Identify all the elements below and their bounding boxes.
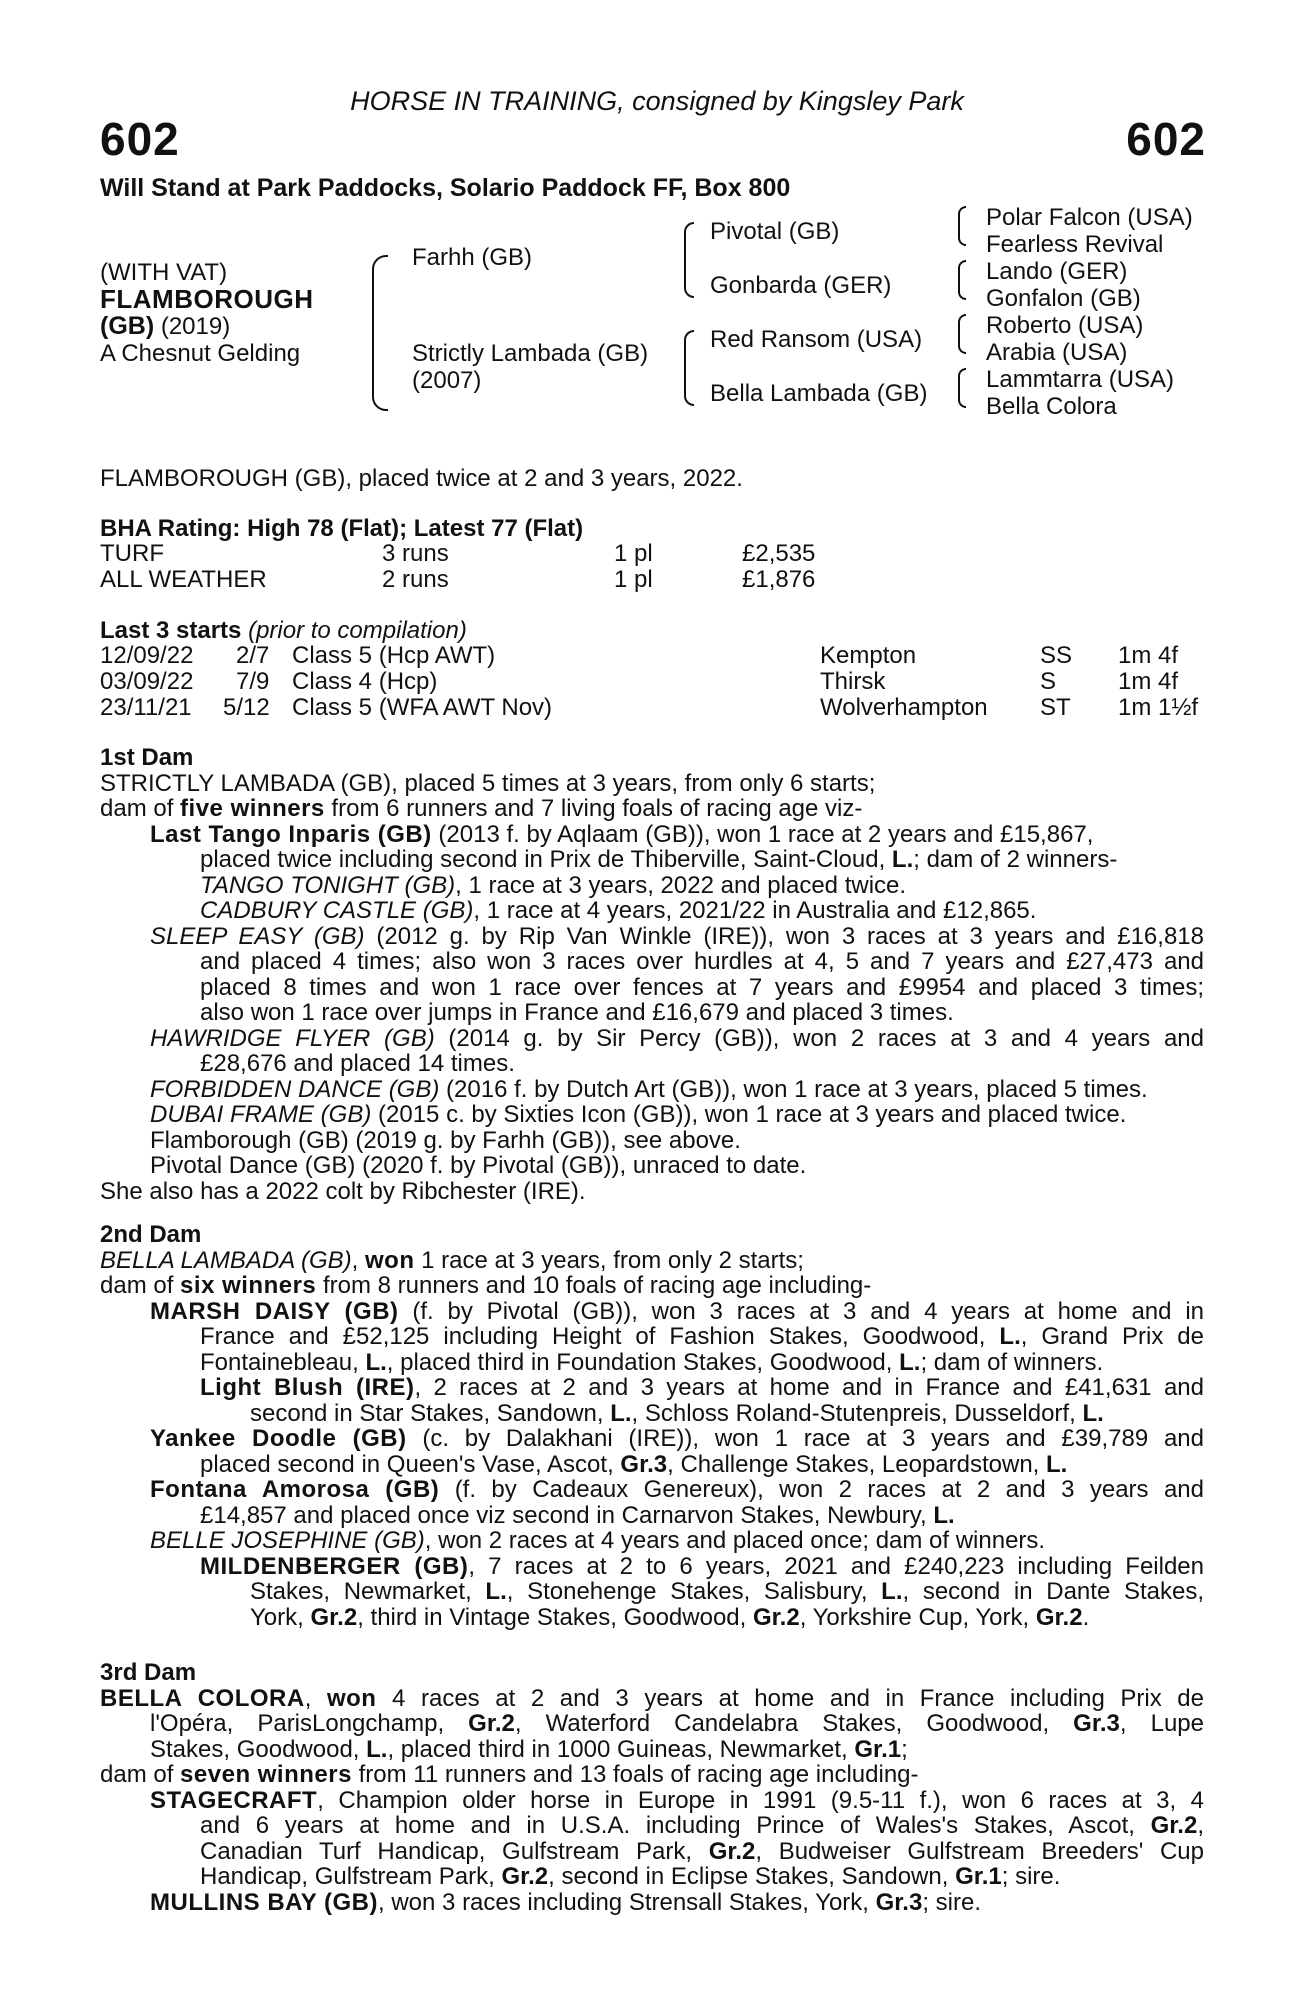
mildenberger-line-2 [100,1579,1204,1605]
yd-3: placed second in Queen's Vase, Ascot, [200,1450,621,1478]
pedigree-brace-g3-1 [958,206,966,246]
third-dam-section [100,1660,1204,1915]
start-dist-3: 1m 1½f [1118,694,1199,721]
marsh-daisy-line-3 [100,1350,1204,1376]
produce-1-line-1 [100,822,1204,848]
sire: Farhh (GB) [412,244,533,271]
p1g: , 1 race at 3 years, 2022 and placed twice. [455,871,907,899]
start-going-1: SS [1040,642,1073,669]
p1f: TANGO TONIGHT (GB) [200,871,456,899]
pedigree-brace-dam [684,330,694,406]
start-going-3: ST [1040,694,1071,721]
belle-josephine [100,1528,1204,1554]
start-pos-3: 5/12 [223,694,270,721]
sc-8: , Budweiser Gulfstream Breeders' Cup [755,1837,1205,1865]
first-dam-line-1: STRICTLY LAMBADA (GB), placed 5 times at 3 years, from only 6 starts; [100,769,876,797]
lb-5: , Schloss Roland-Stutenpreis, Dusseldorf, [631,1399,1083,1427]
sc-13: ; sire. [1001,1863,1061,1890]
p1d: L. [891,846,914,873]
mb-4: ; sire. [922,1888,982,1916]
sc-12: Gr.1 [955,1863,1002,1890]
mb-name: MULLINS BAY (GB) [150,1888,379,1916]
sc-9: Handicap, Gulfstream Park, [200,1863,502,1890]
horse-origin: (GB) [100,312,155,340]
sc-name: STAGECRAFT [150,1786,318,1814]
first-dam-heading: 1st Dam [100,744,194,771]
yankee-doodle-line-1 [100,1426,1204,1452]
ancestor-2: Fearless Revival [986,231,1164,258]
mi-10: , third in Vintage Stakes, Goodwood, [357,1603,753,1631]
rating-placed-1: 1 pl [614,540,653,567]
mi-2: , 7 races at 2 to 6 years, 2021 and £240,223 including Feilden [468,1552,1204,1580]
td-d3: from 11 runners and 13 foals of racing age including- [351,1761,919,1788]
p3b: (2014 g. by Sir Percy (GB)), won 2 races at 3 and 4 years and [434,1024,1205,1052]
marsh-daisy-line-1 [100,1299,1204,1325]
rating-surface-1: TURF [100,540,164,567]
bc-13: Gr.1 [854,1735,902,1763]
start-date-3: 23/11/21 [100,694,192,721]
stagecraft-line-4 [100,1864,1204,1890]
md-name: MARSH DAISY (GB) [150,1297,399,1325]
bc-8: Gr.3 [1073,1710,1120,1737]
mi-14: . [1082,1603,1090,1631]
sc-7: Gr.2 [708,1837,756,1865]
last-starts-note: (prior to compilation) [248,617,467,644]
stagecraft-line-3 [100,1839,1204,1865]
bc-10: Stakes, Goodwood, [150,1735,367,1763]
produce-2-line-2: and placed 4 times; also won 3 races over hurdles at 4, 5 and 7 years and £27,473 and [200,948,1204,975]
yd-name: Yankee Doodle (GB) [150,1425,407,1452]
bha-rating-heading: BHA Rating: High 78 (Flat); Latest 77 (Flat) [100,515,584,542]
sc-5: , [1197,1812,1204,1839]
p5a: DUBAI FRAME (GB) [150,1101,372,1128]
p1h: CADBURY CASTLE (GB) [200,897,474,924]
mi-12: , Yorkshire Cup, York, [799,1603,1036,1631]
rating-placed-2: 1 pl [614,566,653,593]
dam-dam: Bella Lambada (GB) [710,380,928,407]
light-blush-line-1 [100,1375,1204,1401]
p2b: (2012 g. by Rip Van Winkle (IRE)), won 3 races at 3 years and £16,818 [364,922,1204,950]
sd-name: BELLA LAMBADA (GB) [100,1246,352,1274]
start-pos-2: 7/9 [236,668,270,695]
second-dam-section [100,1222,1204,1630]
third-dam-line-4 [100,1762,1204,1788]
third-dam-line-2 [100,1711,1204,1737]
fa-4: L. [933,1501,955,1529]
start-race-1: Class 5 (Hcp AWT) [292,642,496,669]
produce-2-line-3: placed 8 times and won 1 race over fences at 7 years and £9954 and placed 3 times; [200,973,1204,1001]
p3a: HAWRIDGE FLYER (GB) [150,1024,435,1052]
produce-5 [100,1102,1204,1128]
ancestor-7: Lammtarra (USA) [986,366,1175,393]
horse-year: (2019) [160,313,231,340]
yd-6: L. [1046,1450,1068,1478]
lb-2: , 2 races at 2 and 3 years at home and in France and £41,631 and [414,1374,1204,1401]
first-dam-section [100,745,1204,1204]
bc-14: ; [901,1735,908,1763]
md-7: L. [365,1348,387,1376]
bj-name: BELLE JOSEPHINE (GB) [150,1527,425,1554]
mi-9: Gr.2 [310,1603,358,1631]
md-5: , Grand Prix de [1020,1323,1205,1350]
start-course-3: Wolverhampton [820,694,988,721]
mi-8: York, [250,1603,311,1631]
mb-3: Gr.3 [875,1888,923,1916]
pedigree-brace-g3-2 [958,260,966,300]
consignment-line: HORSE IN TRAINING, consigned by Kingsley Park [350,86,964,116]
lb-3: second in Star Stakes, Sandown, [250,1399,611,1427]
start-date-2: 03/09/22 [100,668,194,695]
lot-number-left: 602 [100,113,180,165]
md-10: ; dam of winners. [920,1348,1104,1376]
mullins-bay [100,1890,1204,1916]
pedigree-brace-sire [684,222,694,298]
produce-3-line-1 [100,1026,1204,1052]
third-dam-line-3 [100,1737,1204,1763]
bc-12: , placed third in 1000 Guineas, Newmarket, [387,1735,855,1763]
fontana-amorosa-line-2 [100,1503,1204,1529]
start-pos-1: 2/7 [236,642,270,669]
mi-13: Gr.2 [1035,1603,1083,1631]
bc-7: , Waterford Candelabra Stakes, Goodwood, [514,1710,1074,1737]
sc-4: Gr.2 [1150,1812,1198,1839]
md-3: France and £52,125 including Height of Fashion Stakes, Goodwood, [200,1323,1000,1350]
bc-11: L. [366,1735,388,1763]
mildenberger-line-3 [100,1605,1204,1631]
ancestor-3: Lando (GER) [986,258,1128,285]
sc-3: and 6 years at home and in U.S.A. including Prince of Wales's Stakes, Ascot, [200,1812,1151,1839]
fd-l2b: five winners [180,795,325,822]
sd-won: won [364,1246,415,1274]
td-d1: dam of [100,1761,181,1788]
sc-11: , second in Eclipse Stakes, Sandown, [548,1863,956,1890]
pedigree-brace-main [372,255,388,411]
start-race-3: Class 5 (WFA AWT Nov) [292,694,553,721]
lot-number-right: 602 [1126,113,1206,165]
ancestor-6: Arabia (USA) [986,339,1128,366]
vat-note: (WITH VAT) [100,259,228,286]
p4b: (2016 f. by Dutch Art (GB)), won 1 race at 3 years, placed 5 times. [439,1075,1148,1103]
stagecraft-line-2 [100,1813,1204,1839]
start-course-1: Kempton [820,642,917,669]
produce-2-line-1 [100,924,1204,950]
md-6: Fontainebleau, [200,1348,366,1376]
p1e: ; dam of 2 winners- [913,846,1118,873]
ancestor-8: Bella Colora [986,393,1117,420]
second-dam-line-2 [100,1273,1204,1299]
bc-3: won [326,1684,377,1712]
produce-7: Pivotal Dance (GB) (2020 f. by Pivotal (GB)), unraced to date. [150,1152,807,1179]
dam-year: (2007) [412,367,482,394]
fd-l2c: from 6 runners and 7 living foals of racing age viz- [324,795,863,822]
mi-7: , second in Dante Stakes, [902,1578,1204,1605]
rating-runs-2: 2 runs [382,566,449,593]
sd-l2b: six winners [180,1272,317,1299]
bc-5: l'Opéra, ParisLongchamp, [150,1710,469,1737]
start-dist-1: 1m 4f [1118,642,1179,669]
pedigree-brace-g3-3 [958,314,966,354]
bj-2: , won 2 races at 4 years and placed once; dam of winners. [424,1527,1046,1554]
lb-6: L. [1082,1399,1104,1427]
mi-4: L. [485,1578,507,1605]
first-dam-line-2 [100,796,1204,822]
yd-5: , Challenge Stakes, Leopardstown, [667,1450,1047,1478]
mi-11: Gr.2 [753,1603,800,1631]
dam: Strictly Lambada (GB) [412,340,649,367]
produce-2-line-4: also won 1 race over jumps in France and £16,679 and placed 3 times. [200,999,954,1026]
bc-4: 4 races at 2 and 3 years at home and in France including Prix de [376,1684,1204,1712]
start-course-2: Thirsk [820,668,886,695]
light-blush-line-2 [100,1401,1204,1427]
mi-6: L. [881,1578,903,1605]
p1c: placed twice including second in Prix de Thiberville, Saint-Cloud, [200,846,892,873]
lb-4: L. [610,1399,632,1427]
horse-description: A Chesnut Gelding [100,340,301,367]
sire-dam: Gonbarda (GER) [710,272,892,299]
bc-6: Gr.2 [468,1710,515,1737]
md-9: L. [899,1348,921,1376]
rating-prize-2: £1,876 [742,566,816,593]
last-starts-title: Last 3 starts [100,617,242,644]
lb-name: Light Blush (IRE) [200,1374,415,1401]
sd-rest: 1 race at 3 years, from only 2 starts; [414,1246,804,1274]
mi-3: Stakes, Newmarket, [250,1578,486,1605]
rating-surface-2: ALL WEATHER [100,566,267,593]
start-race-2: Class 4 (Hcp) [292,668,438,695]
rating-runs-1: 3 runs [382,540,449,567]
yankee-doodle-line-2 [100,1452,1204,1478]
produce-1-name: Last Tango Inparis (GB) [150,820,432,848]
p5b: (2015 c. by Sixties Icon (GB)), won 1 race at 3 years and placed twice. [371,1101,1127,1128]
md-2: (f. by Pivotal (GB)), won 3 races at 3 and 4 years at home and in [398,1297,1205,1325]
rating-prize-1: £2,535 [742,540,816,567]
mi-name: MILDENBERGER (GB) [200,1552,469,1580]
sd-sep: , [351,1246,365,1274]
second-dam-heading: 2nd Dam [100,1221,202,1248]
produce-1-foal-1 [100,873,1204,899]
ancestor-4: Gonfalon (GB) [986,285,1141,312]
sc-10: Gr.2 [501,1863,549,1890]
fa-3: £14,857 and placed once viz second in Carnarvon Stakes, Newbury, [200,1501,934,1529]
mildenberger-line-1 [100,1554,1204,1580]
produce-8: She also has a 2022 colt by Ribchester (IRE). [100,1177,586,1205]
sd-l2c: from 8 runners and 10 foals of racing age including- [316,1272,872,1299]
sc-2: , Champion older horse in Europe in 1991 (9.5-11 f.), won 6 races at 3, 4 [317,1786,1204,1814]
produce-3-line-2: £28,676 and placed 14 times. [200,1050,515,1077]
fa-name: Fontana Amorosa (GB) [150,1476,440,1503]
bc-2: , [304,1684,327,1712]
dam-sire: Red Ransom (USA) [710,326,923,353]
bc-name: BELLA COLORA [100,1684,305,1712]
marsh-daisy-line-2 [100,1324,1204,1350]
produce-1-line-2 [100,847,1204,873]
p1i: , 1 race at 4 years, 2021/22 in Australia and £12,865. [473,897,1037,924]
sc-6: Canadian Turf Handicap, Gulfstream Park, [200,1837,709,1865]
produce-4 [100,1077,1204,1103]
md-8: , placed third in Foundation Stakes, Goodwood, [386,1348,900,1376]
produce-1-foal-2 [100,898,1204,924]
ancestor-1: Polar Falcon (USA) [986,204,1193,231]
yd-4: Gr.3 [620,1450,668,1478]
last-starts-heading [100,617,467,645]
md-4: L. [999,1323,1021,1350]
second-dam-line-1 [100,1248,1204,1274]
stagecraft-line-1 [100,1788,1204,1814]
start-going-2: S [1040,668,1057,695]
sd-l2a: dam of [100,1272,181,1299]
mi-5: , Stonehenge Stakes, Salisbury, [506,1578,882,1605]
p2a: SLEEP EASY (GB) [150,922,365,950]
third-dam-heading: 3rd Dam [100,1659,197,1686]
p4a: FORBIDDEN DANCE (GB) [150,1075,440,1103]
start-date-1: 12/09/22 [100,642,194,669]
third-dam-line-1 [100,1686,1204,1712]
mb-2: , won 3 races including Strensall Stakes, York, [378,1888,876,1916]
ancestor-5: Roberto (USA) [986,312,1144,339]
stand-location: Will Stand at Park Paddocks, Solario Paddock FF, Box 800 [100,174,791,202]
fa-2: (f. by Cadeaux Genereux), won 2 races at 2 and 3 years and [439,1476,1204,1503]
yd-2: (c. by Dalakhani (IRE)), won 1 race at 3 years and £39,789 and [406,1425,1204,1452]
sire-sire: Pivotal (GB) [710,218,840,245]
bc-9: , Lupe [1119,1710,1204,1737]
produce-6: Flamborough (GB) (2019 g. by Farhh (GB)), see above. [150,1126,741,1154]
summary-line: FLAMBOROUGH (GB), placed twice at 2 and 3 years, 2022. [100,465,743,492]
td-d2: seven winners [180,1761,352,1788]
pedigree-brace-g3-4 [958,368,966,408]
start-dist-2: 1m 4f [1118,668,1179,695]
fontana-amorosa-line-1 [100,1477,1204,1503]
produce-1-detail: (2013 f. by Aqlaam (GB)), won 1 race at 2 years and £15,867, [431,820,1094,848]
fd-l2a: dam of [100,795,181,822]
horse-origin-year [100,313,230,340]
horse-name: FLAMBOROUGH [100,284,314,314]
